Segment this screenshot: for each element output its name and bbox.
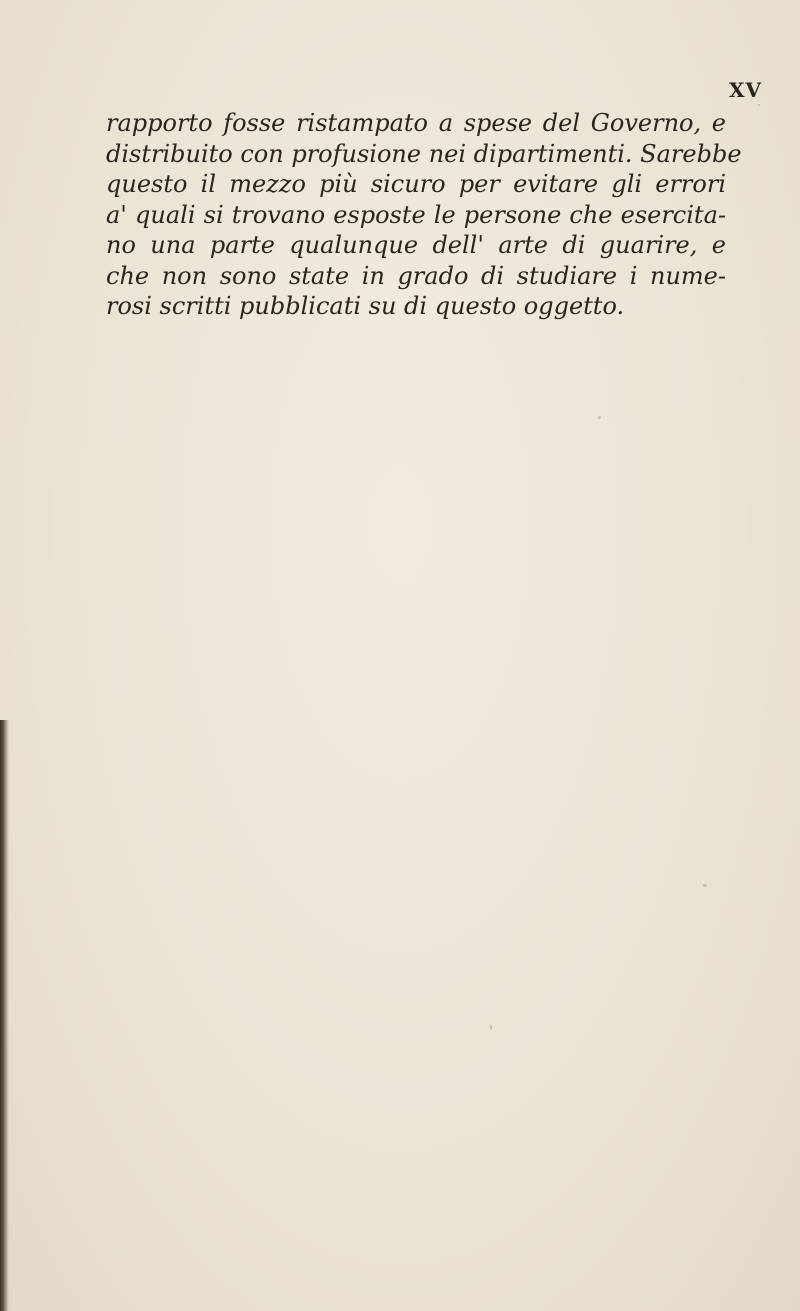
binding-edge [0, 720, 9, 1311]
text-line: distribuito con profusione nei dipartimenti. Sarebbe [106, 139, 742, 168]
text-line: rapporto fosse ristampato a spese del Governo, e [106, 109, 726, 137]
paper-speck [490, 1025, 492, 1030]
paper-speck [703, 884, 707, 887]
body-text [106, 108, 742, 322]
text-line: no una parte qualunque dell' arte di guarire, e [106, 231, 726, 259]
paper-speck [758, 104, 760, 106]
text-line: a' quali si trovano esposte le persone che esercita- [106, 200, 726, 229]
text-line: rosi scritti pubblicati su di questo oggetto. [106, 292, 625, 320]
paper-speck [598, 416, 601, 419]
page-number: XV [729, 78, 763, 102]
text-line: che non sono state in grado di studiare i nume- [106, 261, 726, 290]
text-line: questo il mezzo più sicuro per evitare gli errori [106, 170, 726, 198]
